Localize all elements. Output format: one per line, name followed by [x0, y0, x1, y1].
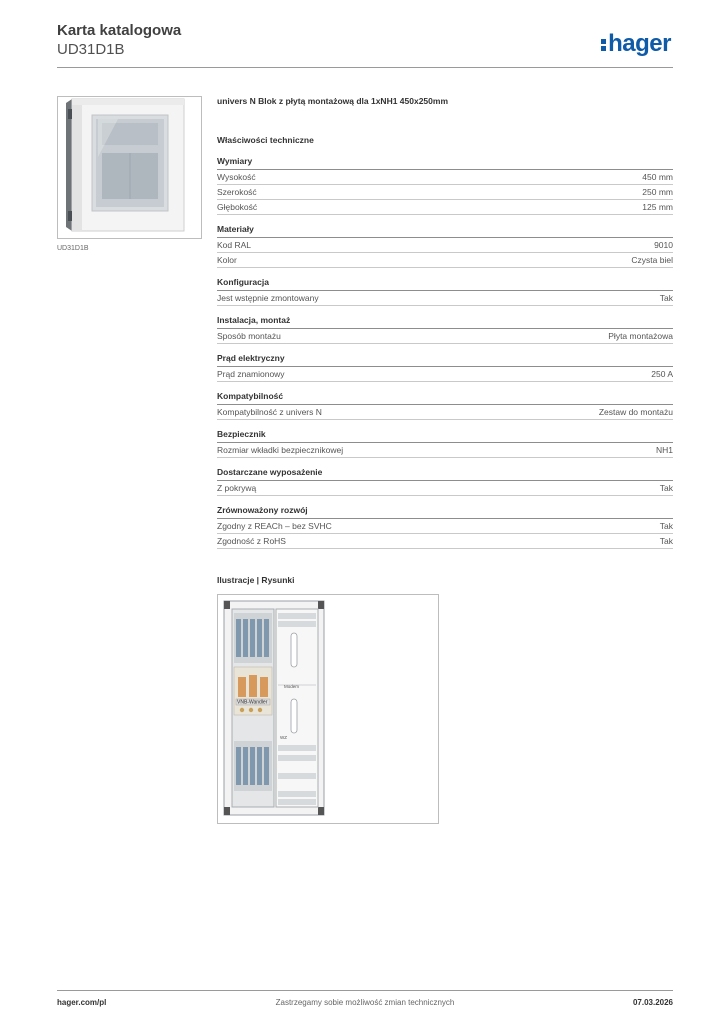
- property-section: [217, 156, 673, 215]
- property-section: [217, 429, 673, 458]
- property-label: Wysokość: [217, 172, 256, 182]
- property-value: Tak: [659, 293, 673, 303]
- property-section: [217, 224, 673, 268]
- property-row: [217, 200, 673, 215]
- product-code: UD31D1B: [57, 41, 125, 58]
- property-row: [217, 367, 673, 382]
- property-section: [217, 391, 673, 420]
- logo-colon-icon: [601, 37, 606, 51]
- enclosure-image-icon: [58, 97, 201, 238]
- property-label: Kompatybilność z univers N: [217, 407, 322, 417]
- property-row: [217, 253, 673, 268]
- property-label: Jest wstępnie zmontowany: [217, 293, 319, 303]
- property-section: [217, 505, 673, 549]
- illustrations-title: Ilustracje | Rysunki: [217, 575, 295, 585]
- property-value: 9010: [654, 240, 673, 250]
- property-label: Kod RAL: [217, 240, 252, 250]
- property-row: [217, 185, 673, 200]
- property-row: [217, 443, 673, 458]
- property-section: [217, 353, 673, 382]
- property-section: [217, 315, 673, 344]
- property-label: Szerokość: [217, 187, 257, 197]
- property-row: [217, 481, 673, 496]
- property-row: [217, 329, 673, 344]
- page-header: [57, 22, 673, 68]
- section-title: Kompatybilność: [217, 391, 673, 405]
- property-row: [217, 291, 673, 306]
- section-title: Materiały: [217, 224, 673, 238]
- section-title: Wymiary: [217, 156, 673, 170]
- property-value: 125 mm: [642, 202, 673, 212]
- logo-text: hager: [608, 30, 671, 57]
- property-label: Sposób montażu: [217, 331, 281, 341]
- property-section: [217, 467, 673, 496]
- footer-disclaimer: Zastrzegamy sobie możliwość zmian technicznych: [275, 998, 455, 1007]
- property-value: Tak: [659, 521, 673, 531]
- property-value: NH1: [655, 445, 673, 455]
- property-value: 450 mm: [642, 172, 673, 182]
- section-title: Konfiguracja: [217, 277, 673, 291]
- property-section: [217, 277, 673, 306]
- document-title: Karta katalogowa: [57, 22, 182, 39]
- property-value: Płyta montażowa: [608, 331, 673, 341]
- property-row: [217, 405, 673, 420]
- product-image-caption: UD31D1B: [57, 245, 89, 252]
- property-label: Kolor: [217, 255, 237, 265]
- technical-content: [217, 96, 673, 558]
- module-b-label: WZ: [280, 735, 287, 740]
- module-a-label: Modem: [284, 684, 300, 689]
- section-title: Prąd elektryczny: [217, 353, 673, 367]
- property-value: 250 A: [651, 369, 673, 379]
- property-row: [217, 534, 673, 549]
- enclosure-drawing-icon: [218, 595, 438, 823]
- property-value: Czysta biel: [631, 255, 673, 265]
- footer-website-link[interactable]: hager.com/pl: [57, 998, 107, 1007]
- header-divider: [57, 67, 673, 68]
- property-row: [217, 238, 673, 253]
- property-label: Zgodny z REACh – bez SVHC: [217, 521, 332, 531]
- product-description: univers N Blok z płytą montażową dla 1xNH1 450x250mm: [217, 96, 449, 106]
- property-value: Tak: [659, 536, 673, 546]
- hager-logo: [601, 30, 671, 58]
- property-value: Tak: [659, 483, 673, 493]
- property-label: Głębokość: [217, 202, 258, 212]
- vnb-label: VNB-Wandler: [237, 699, 268, 706]
- property-row: [217, 170, 673, 185]
- property-label: Rozmiar wkładki bezpiecznikowej: [217, 445, 344, 455]
- property-row: [217, 519, 673, 534]
- section-title: Instalacja, montaż: [217, 315, 673, 329]
- footer-divider: [57, 990, 673, 991]
- section-title: Zrównoważony rozwój: [217, 505, 673, 519]
- property-label: Prąd znamionowy: [217, 369, 285, 379]
- product-image: [57, 96, 202, 239]
- illustration-drawing: [217, 594, 439, 824]
- property-label: Z pokrywą: [217, 483, 257, 493]
- section-title: Bezpiecznik: [217, 429, 673, 443]
- technical-properties-title: Właściwości techniczne: [217, 135, 314, 145]
- footer-date: 07.03.2026: [632, 998, 673, 1007]
- section-title: Dostarczane wyposażenie: [217, 467, 673, 481]
- property-label: Zgodność z RoHS: [217, 536, 286, 546]
- property-value: 250 mm: [642, 187, 673, 197]
- property-value: Zestaw do montażu: [598, 407, 673, 417]
- property-sections: [217, 156, 673, 549]
